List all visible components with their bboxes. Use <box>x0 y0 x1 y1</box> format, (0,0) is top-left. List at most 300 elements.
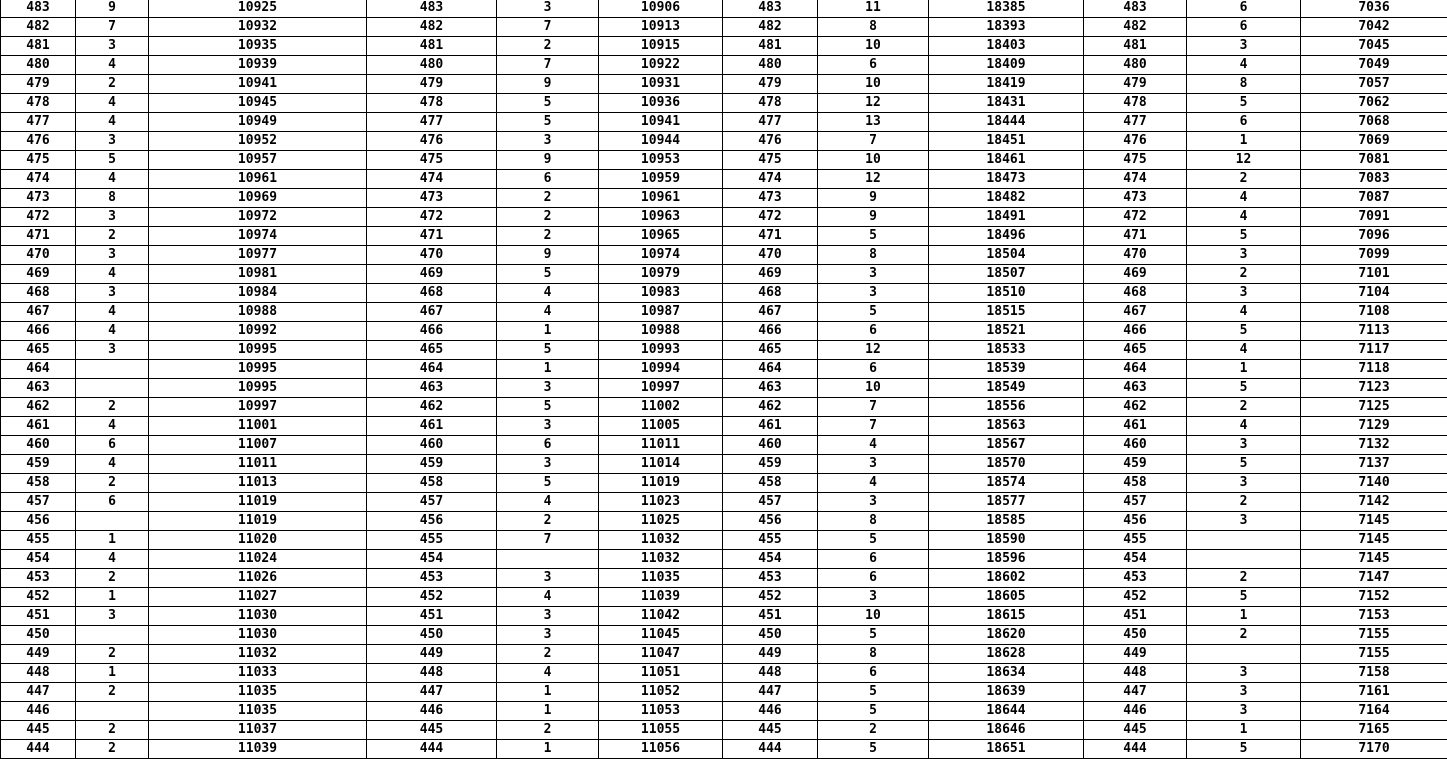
table-cell: 479 <box>367 75 497 94</box>
table-cell: 18628 <box>929 645 1084 664</box>
table-cell: 2 <box>76 569 149 588</box>
table-row <box>1 132 1447 151</box>
table-cell: 475 <box>1084 151 1187 170</box>
table-cell: 451 <box>1 607 76 626</box>
table-cell: 7 <box>497 531 599 550</box>
table-cell: 4 <box>1187 303 1301 322</box>
table-cell: 3 <box>76 284 149 303</box>
table-cell: 5 <box>1187 379 1301 398</box>
table-cell: 7 <box>818 132 929 151</box>
table-cell: 459 <box>1 455 76 474</box>
table-cell: 7147 <box>1301 569 1447 588</box>
table-cell: 18533 <box>929 341 1084 360</box>
table-cell: 447 <box>1084 683 1187 702</box>
table-cell: 3 <box>76 607 149 626</box>
table-cell: 7145 <box>1301 550 1447 569</box>
table-cell: 18515 <box>929 303 1084 322</box>
table-cell: 458 <box>1084 474 1187 493</box>
table-cell: 3 <box>1187 683 1301 702</box>
table-cell: 18431 <box>929 94 1084 113</box>
table-row <box>1 0 1447 18</box>
table-cell: 460 <box>367 436 497 455</box>
table-cell: 18615 <box>929 607 1084 626</box>
table-cell: 475 <box>723 151 818 170</box>
table-cell: 18482 <box>929 189 1084 208</box>
table-cell: 2 <box>818 721 929 740</box>
table-cell: 444 <box>367 740 497 759</box>
table-cell: 5 <box>1187 94 1301 113</box>
table-cell: 454 <box>1084 550 1187 569</box>
table-cell: 4 <box>76 417 149 436</box>
table-cell: 5 <box>1187 455 1301 474</box>
table-cell: 456 <box>1084 512 1187 531</box>
table-cell: 467 <box>367 303 497 322</box>
table-cell: 455 <box>1084 531 1187 550</box>
table-row <box>1 18 1447 37</box>
table-cell: 5 <box>818 740 929 759</box>
table-cell: 6 <box>818 360 929 379</box>
table-cell: 2 <box>497 721 599 740</box>
table-row <box>1 189 1447 208</box>
table-cell: 457 <box>723 493 818 512</box>
table-cell: 7113 <box>1301 322 1447 341</box>
table-cell: 11039 <box>599 588 723 607</box>
table-cell: 4 <box>497 588 599 607</box>
table-row <box>1 265 1447 284</box>
table-cell: 456 <box>1 512 76 531</box>
table-cell: 3 <box>497 379 599 398</box>
table-cell: 11005 <box>599 417 723 436</box>
table-cell: 450 <box>367 626 497 645</box>
table-cell: 450 <box>1084 626 1187 645</box>
table-cell: 476 <box>367 132 497 151</box>
table-cell: 1 <box>1187 360 1301 379</box>
table-cell: 445 <box>367 721 497 740</box>
table-cell: 7164 <box>1301 702 1447 721</box>
table-cell: 18574 <box>929 474 1084 493</box>
table-cell: 7069 <box>1301 132 1447 151</box>
table-cell: 11033 <box>149 664 367 683</box>
table-body <box>1 0 1447 759</box>
table-cell: 1 <box>1187 721 1301 740</box>
table-row <box>1 170 1447 189</box>
table-cell: 449 <box>1 645 76 664</box>
table-cell: 461 <box>723 417 818 436</box>
table-cell: 1 <box>497 683 599 702</box>
table-cell: 18563 <box>929 417 1084 436</box>
table-cell: 452 <box>367 588 497 607</box>
table-cell: 2 <box>497 645 599 664</box>
table-cell: 469 <box>1 265 76 284</box>
table-cell: 11019 <box>599 474 723 493</box>
table-row <box>1 360 1447 379</box>
table-cell: 7155 <box>1301 626 1447 645</box>
table-cell: 476 <box>1 132 76 151</box>
table-row <box>1 151 1447 170</box>
table-cell: 463 <box>723 379 818 398</box>
table-cell: 462 <box>367 398 497 417</box>
table-cell: 470 <box>1084 246 1187 265</box>
table-cell: 466 <box>1 322 76 341</box>
table-cell: 12 <box>818 341 929 360</box>
table-cell: 471 <box>723 227 818 246</box>
table-cell: 468 <box>723 284 818 303</box>
table-cell: 2 <box>76 227 149 246</box>
table-cell: 476 <box>723 132 818 151</box>
table-cell: 448 <box>723 664 818 683</box>
table-row <box>1 436 1447 455</box>
table-cell: 460 <box>723 436 818 455</box>
table-cell: 7057 <box>1301 75 1447 94</box>
table-row <box>1 683 1447 702</box>
table-cell: 465 <box>367 341 497 360</box>
table-cell: 1 <box>1187 132 1301 151</box>
table-row <box>1 379 1447 398</box>
table-cell: 479 <box>1 75 76 94</box>
table-cell: 459 <box>723 455 818 474</box>
table-cell: 474 <box>723 170 818 189</box>
table-cell: 18556 <box>929 398 1084 417</box>
table-cell: 2 <box>1187 493 1301 512</box>
table-cell: 449 <box>367 645 497 664</box>
table-row <box>1 417 1447 436</box>
table-cell: 452 <box>1 588 76 607</box>
table-cell: 4 <box>1187 189 1301 208</box>
table-cell: 7118 <box>1301 360 1447 379</box>
table-row <box>1 702 1447 721</box>
table-row <box>1 341 1447 360</box>
table-cell: 480 <box>1 56 76 75</box>
table-cell: 10952 <box>149 132 367 151</box>
table-cell: 10992 <box>149 322 367 341</box>
table-cell: 11014 <box>599 455 723 474</box>
table-cell: 457 <box>367 493 497 512</box>
table-row <box>1 512 1447 531</box>
table-cell: 2 <box>497 37 599 56</box>
table-cell: 10977 <box>149 246 367 265</box>
table-cell: 6 <box>818 664 929 683</box>
table-cell: 448 <box>367 664 497 683</box>
table-cell: 482 <box>723 18 818 37</box>
table-row <box>1 626 1447 645</box>
table-cell: 471 <box>367 227 497 246</box>
table-cell: 7158 <box>1301 664 1447 683</box>
table-cell: 11032 <box>599 550 723 569</box>
table-cell: 481 <box>367 37 497 56</box>
table-cell: 2 <box>1187 569 1301 588</box>
table-cell: 446 <box>1 702 76 721</box>
table-cell: 2 <box>497 208 599 227</box>
table-cell: 3 <box>497 455 599 474</box>
table-cell: 10988 <box>599 322 723 341</box>
table-cell: 4 <box>497 664 599 683</box>
table-cell: 3 <box>497 607 599 626</box>
table-row <box>1 588 1447 607</box>
table-cell: 453 <box>1084 569 1187 588</box>
table-cell: 2 <box>76 474 149 493</box>
table-cell: 461 <box>1084 417 1187 436</box>
table-cell: 465 <box>1084 341 1187 360</box>
table-cell: 1 <box>497 702 599 721</box>
table-cell: 470 <box>1 246 76 265</box>
table-cell: 480 <box>723 56 818 75</box>
table-cell: 2 <box>76 740 149 759</box>
table-row <box>1 645 1447 664</box>
table-cell: 466 <box>367 322 497 341</box>
table-cell: 480 <box>1084 56 1187 75</box>
table-cell: 478 <box>723 94 818 113</box>
table-cell: 3 <box>1187 664 1301 683</box>
table-cell: 455 <box>723 531 818 550</box>
table-cell: 459 <box>1084 455 1187 474</box>
table-cell: 478 <box>367 94 497 113</box>
table-cell: 456 <box>723 512 818 531</box>
table-cell: 452 <box>1084 588 1187 607</box>
table-cell: 10953 <box>599 151 723 170</box>
table-cell: 470 <box>367 246 497 265</box>
table-cell: 7104 <box>1301 284 1447 303</box>
table-cell: 11051 <box>599 664 723 683</box>
table-cell: 4 <box>76 322 149 341</box>
table-cell: 10981 <box>149 265 367 284</box>
table-cell: 18570 <box>929 455 1084 474</box>
table-cell: 18549 <box>929 379 1084 398</box>
table-cell: 11045 <box>599 626 723 645</box>
table-cell: 18496 <box>929 227 1084 246</box>
table-cell: 10965 <box>599 227 723 246</box>
table-cell: 3 <box>818 265 929 284</box>
table-cell: 2 <box>1187 265 1301 284</box>
table-cell: 5 <box>497 341 599 360</box>
table-cell: 18419 <box>929 75 1084 94</box>
table-cell: 11035 <box>149 702 367 721</box>
table-cell: 10995 <box>149 341 367 360</box>
table-cell: 10969 <box>149 189 367 208</box>
table-cell: 11 <box>818 0 929 18</box>
table-cell: 10939 <box>149 56 367 75</box>
table-cell: 18393 <box>929 18 1084 37</box>
table-cell: 467 <box>723 303 818 322</box>
table-cell: 10961 <box>149 170 367 189</box>
table-cell: 461 <box>1 417 76 436</box>
table-cell: 10 <box>818 151 929 170</box>
table-cell: 3 <box>1187 702 1301 721</box>
table-cell: 458 <box>723 474 818 493</box>
table-cell: 6 <box>1187 0 1301 18</box>
table-cell: 455 <box>1 531 76 550</box>
table-cell: 466 <box>1084 322 1187 341</box>
table-cell: 4 <box>1187 417 1301 436</box>
table-cell: 454 <box>367 550 497 569</box>
table-cell: 10983 <box>599 284 723 303</box>
table-cell: 10994 <box>599 360 723 379</box>
table-cell: 3 <box>497 417 599 436</box>
table-cell: 2 <box>76 75 149 94</box>
table-cell: 1 <box>497 322 599 341</box>
table-row <box>1 721 1447 740</box>
table-cell: 6 <box>818 56 929 75</box>
table-cell: 11030 <box>149 607 367 626</box>
table-cell: 446 <box>723 702 818 721</box>
table-cell: 18539 <box>929 360 1084 379</box>
table-cell: 460 <box>1 436 76 455</box>
table-cell: 7 <box>497 18 599 37</box>
table-cell: 472 <box>723 208 818 227</box>
table-cell: 3 <box>1187 474 1301 493</box>
table-cell: 12 <box>1187 151 1301 170</box>
table-cell: 18403 <box>929 37 1084 56</box>
table-cell: 10972 <box>149 208 367 227</box>
table-cell: 7091 <box>1301 208 1447 227</box>
table-cell: 11025 <box>599 512 723 531</box>
table-cell: 10 <box>818 379 929 398</box>
table-cell: 8 <box>818 246 929 265</box>
table-cell: 473 <box>367 189 497 208</box>
table-cell: 7101 <box>1301 265 1447 284</box>
table-row <box>1 398 1447 417</box>
table-cell <box>76 360 149 379</box>
table-cell: 473 <box>1 189 76 208</box>
table-cell: 10925 <box>149 0 367 18</box>
table-cell: 3 <box>497 569 599 588</box>
table-cell: 2 <box>1187 626 1301 645</box>
table-cell: 5 <box>1187 227 1301 246</box>
table-cell: 446 <box>367 702 497 721</box>
table-cell: 11032 <box>599 531 723 550</box>
table-cell: 456 <box>367 512 497 531</box>
table-cell: 452 <box>723 588 818 607</box>
table-cell: 10944 <box>599 132 723 151</box>
table-cell: 11056 <box>599 740 723 759</box>
table-cell: 8 <box>76 189 149 208</box>
table-cell: 3 <box>818 588 929 607</box>
table-cell: 5 <box>497 474 599 493</box>
table-cell: 472 <box>1 208 76 227</box>
table-cell: 11037 <box>149 721 367 740</box>
table-cell: 474 <box>1 170 76 189</box>
table-cell: 4 <box>76 170 149 189</box>
table-cell: 457 <box>1 493 76 512</box>
table-cell: 10941 <box>149 75 367 94</box>
table-cell: 464 <box>1 360 76 379</box>
table-cell: 5 <box>497 94 599 113</box>
table-row <box>1 56 1447 75</box>
table-cell: 482 <box>1 18 76 37</box>
table-row <box>1 607 1447 626</box>
table-cell: 1 <box>497 740 599 759</box>
table-row <box>1 227 1447 246</box>
table-cell: 10959 <box>599 170 723 189</box>
table-cell: 7161 <box>1301 683 1447 702</box>
table-cell: 5 <box>497 398 599 417</box>
table-cell: 462 <box>1 398 76 417</box>
table-cell: 7045 <box>1301 37 1447 56</box>
table-cell: 2 <box>76 683 149 702</box>
table-cell: 6 <box>497 170 599 189</box>
table-cell: 10922 <box>599 56 723 75</box>
table-cell: 3 <box>818 455 929 474</box>
table-cell: 468 <box>1 284 76 303</box>
table-cell: 7170 <box>1301 740 1447 759</box>
table-cell: 18577 <box>929 493 1084 512</box>
table-cell: 2 <box>76 721 149 740</box>
table-cell: 7145 <box>1301 512 1447 531</box>
table-cell: 471 <box>1 227 76 246</box>
table-cell: 469 <box>723 265 818 284</box>
table-row <box>1 664 1447 683</box>
table-cell: 455 <box>367 531 497 550</box>
table-cell: 18602 <box>929 569 1084 588</box>
table-cell: 7087 <box>1301 189 1447 208</box>
table-cell: 10987 <box>599 303 723 322</box>
table-cell: 444 <box>723 740 818 759</box>
table-cell: 2 <box>1187 170 1301 189</box>
table-cell: 4 <box>76 303 149 322</box>
table-cell: 4 <box>497 493 599 512</box>
table-cell: 8 <box>818 645 929 664</box>
table-cell: 480 <box>367 56 497 75</box>
table-cell: 469 <box>367 265 497 284</box>
table-cell: 10906 <box>599 0 723 18</box>
table-cell: 7 <box>497 56 599 75</box>
table-cell: 470 <box>723 246 818 265</box>
table-cell: 11020 <box>149 531 367 550</box>
table-cell: 477 <box>1084 113 1187 132</box>
table-cell: 477 <box>723 113 818 132</box>
table-cell: 18451 <box>929 132 1084 151</box>
table-cell: 7036 <box>1301 0 1447 18</box>
table-cell <box>1187 531 1301 550</box>
table-cell: 460 <box>1084 436 1187 455</box>
table-cell: 11030 <box>149 626 367 645</box>
table-cell: 18651 <box>929 740 1084 759</box>
table-cell: 5 <box>818 626 929 645</box>
table-cell: 5 <box>818 702 929 721</box>
table-cell: 1 <box>76 531 149 550</box>
table-cell: 4 <box>76 265 149 284</box>
table-cell: 10995 <box>149 360 367 379</box>
table-cell: 468 <box>1084 284 1187 303</box>
table-cell: 6 <box>818 569 929 588</box>
table-cell: 9 <box>76 0 149 18</box>
table-cell: 11039 <box>149 740 367 759</box>
table-cell: 10963 <box>599 208 723 227</box>
table-cell: 1 <box>76 664 149 683</box>
table-cell: 6 <box>76 436 149 455</box>
table-cell: 11055 <box>599 721 723 740</box>
table-cell: 454 <box>723 550 818 569</box>
table-cell: 10984 <box>149 284 367 303</box>
table-cell <box>1187 550 1301 569</box>
table-cell: 3 <box>1187 37 1301 56</box>
table-cell: 481 <box>1084 37 1187 56</box>
table-cell <box>1187 645 1301 664</box>
table-cell: 479 <box>1084 75 1187 94</box>
table-cell: 11052 <box>599 683 723 702</box>
table-cell: 463 <box>1 379 76 398</box>
table-cell: 18646 <box>929 721 1084 740</box>
table-cell: 4 <box>818 474 929 493</box>
table-cell: 10 <box>818 37 929 56</box>
table-cell: 448 <box>1 664 76 683</box>
table-cell: 8 <box>818 18 929 37</box>
table-cell: 1 <box>76 588 149 607</box>
table-cell: 476 <box>1084 132 1187 151</box>
table-cell: 483 <box>367 0 497 18</box>
table-cell: 5 <box>1187 740 1301 759</box>
table-cell: 7099 <box>1301 246 1447 265</box>
table-cell: 477 <box>367 113 497 132</box>
